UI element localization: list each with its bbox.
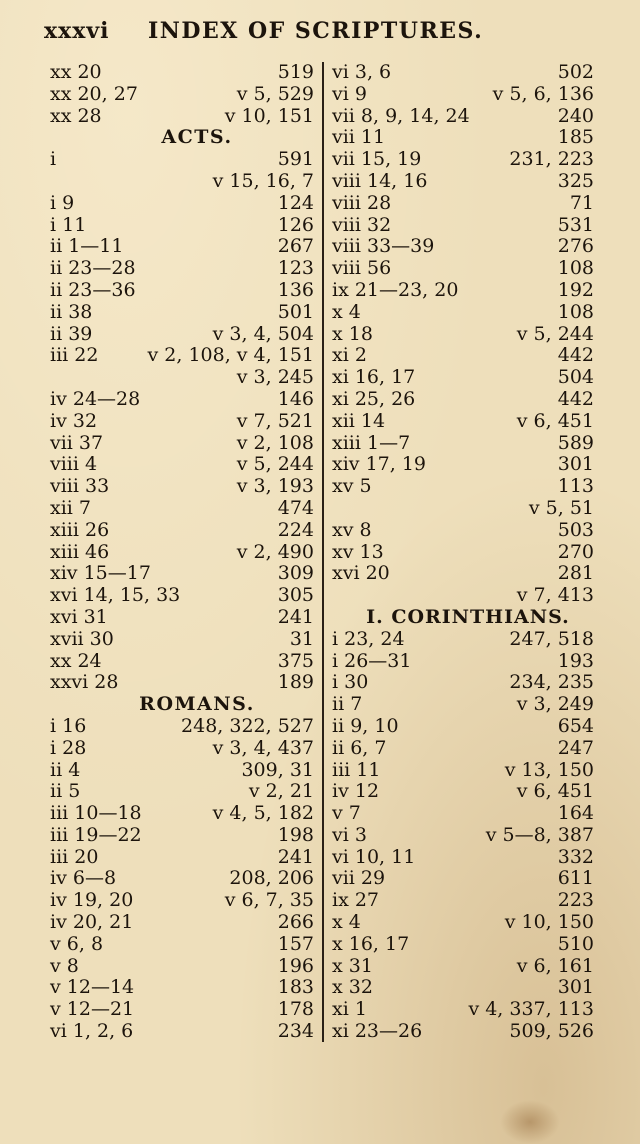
index-entry: [332, 498, 594, 520]
scripture-reference: xi 25, 26: [332, 387, 416, 410]
page-references: 196: [277, 954, 314, 977]
index-entry: [50, 934, 314, 956]
index-entry: [50, 1021, 314, 1043]
index-entry: [50, 825, 314, 847]
index-entry: [332, 345, 594, 367]
index-entry: [332, 585, 594, 607]
page-references: v 2, 490: [236, 540, 314, 563]
index-entry: [332, 324, 594, 346]
scripture-reference: xi 16, 17: [332, 366, 416, 389]
scripture-reference: x 4: [332, 911, 361, 934]
page-references: 241: [277, 605, 314, 628]
scripture-reference: xi 23—26: [332, 1020, 423, 1043]
index-entry: [50, 912, 314, 934]
index-entry: [50, 411, 314, 433]
index-entry: [332, 672, 594, 694]
page-references: 654: [557, 714, 594, 737]
scripture-reference: viii 56: [332, 257, 392, 280]
scripture-reference: iv 19, 20: [50, 889, 134, 912]
scripture-reference: i 30: [332, 671, 369, 694]
running-title: INDEX OF SCRIPTURES.: [148, 18, 484, 44]
scripture-reference: iii 19—22: [50, 823, 142, 846]
index-entry: [50, 890, 314, 912]
page-references: 189: [277, 671, 314, 694]
page-references: 301: [557, 453, 594, 476]
index-entry: [332, 127, 594, 149]
page-references: v 13, 150: [504, 758, 594, 781]
scripture-reference: ii 4: [50, 758, 81, 781]
index-entry: [50, 258, 314, 280]
scripture-reference: xx 28: [50, 104, 102, 127]
page-references: 146: [277, 387, 314, 410]
index-entry: [50, 498, 314, 520]
index-entry: [50, 280, 314, 302]
scripture-reference: i 11: [50, 213, 87, 236]
scripture-reference: i 26—31: [332, 649, 412, 672]
scripture-reference: iv 32: [50, 409, 98, 432]
page-references: 124: [277, 191, 314, 214]
scripture-reference: xx 24: [50, 649, 102, 672]
page-number: xxxvi: [44, 18, 110, 44]
page-references: v 3, 249: [516, 693, 594, 716]
index-entry: [50, 672, 314, 694]
page-references: v 2, 21: [248, 780, 314, 803]
scripture-reference: vi 3, 6: [332, 61, 392, 83]
index-entry: [332, 803, 594, 825]
page-references: 309, 31: [241, 758, 314, 781]
index-entry: [50, 629, 314, 651]
page-references: 108: [557, 257, 594, 280]
scripture-reference: xiv 17, 19: [332, 453, 426, 476]
scripture-reference: ii 1—11: [50, 235, 124, 258]
scripture-reference: xvi 20: [332, 562, 390, 585]
scripture-reference: ii 23—36: [50, 278, 136, 301]
scripture-reference: x 4: [332, 300, 361, 323]
index-entry: [50, 563, 314, 585]
index-entry: [50, 193, 314, 215]
page-references: 276: [557, 235, 594, 258]
index-entry: [50, 542, 314, 564]
index-entry: [332, 912, 594, 934]
page-references: 231, 223: [509, 148, 594, 171]
scripture-reference: x 16, 17: [332, 932, 410, 955]
index-entry: [332, 520, 594, 542]
page-references: v 2, 108, v 4, 151: [147, 344, 314, 367]
page-references: 108: [557, 300, 594, 323]
scripture-reference: iii 10—18: [50, 802, 142, 825]
page-references: 31: [289, 627, 314, 650]
page-references: v 6, 161: [516, 954, 594, 977]
scripture-reference: xvii 30: [50, 627, 114, 650]
page-references: 591: [277, 148, 314, 171]
index-entry: [332, 84, 594, 106]
scripture-reference: v 7: [332, 802, 361, 825]
page-references: 240: [557, 104, 594, 127]
page-references: 503: [557, 518, 594, 541]
scripture-reference: i 16: [50, 714, 87, 737]
page-references: v 3, 245: [236, 366, 314, 389]
page-references: 501: [277, 300, 314, 323]
page-references: 332: [557, 845, 594, 868]
index-entry: [50, 520, 314, 542]
index-entry: [50, 585, 314, 607]
page-references: 164: [557, 802, 594, 825]
scripture-reference: xvi 14, 15, 33: [50, 584, 181, 607]
index-entry: [50, 215, 314, 237]
page-references: v 7, 413: [516, 584, 594, 607]
index-entry: [332, 236, 594, 258]
page-references: 136: [277, 278, 314, 301]
column-divider: [322, 62, 324, 1042]
scripture-reference: vii 15, 19: [332, 148, 422, 171]
page-references: 224: [277, 518, 314, 541]
index-entry: [332, 258, 594, 280]
scripture-reference: viii 33: [50, 475, 110, 498]
scripture-reference: iv 12: [332, 780, 380, 803]
index-entry: [332, 171, 594, 193]
scripture-reference: xi 1: [332, 998, 367, 1021]
page-references: 241: [277, 845, 314, 868]
page-references: 504: [557, 366, 594, 389]
scripture-reference: xi 2: [332, 344, 367, 367]
scripture-reference: i 9: [50, 191, 75, 214]
index-entry: [50, 651, 314, 673]
scripture-reference: ii 7: [332, 693, 363, 716]
page-references: 157: [277, 932, 314, 955]
scripture-reference: v 6, 8: [50, 932, 104, 955]
page-references: 123: [277, 257, 314, 280]
scripture-reference: vi 1, 2, 6: [50, 1020, 134, 1043]
page-references: v 4, 337, 113: [468, 998, 594, 1021]
page-references: v 6, 7, 35: [224, 889, 314, 912]
scripture-reference: xx 20, 27: [50, 82, 138, 105]
index-entry: [332, 629, 594, 651]
scripture-reference: xv 5: [332, 475, 372, 498]
scripture-reference: ix 27: [332, 889, 380, 912]
page-references: 193: [557, 649, 594, 672]
scripture-reference: xvi 31: [50, 605, 108, 628]
page-references: 281: [557, 562, 594, 585]
page-references: v 4, 5, 182: [212, 802, 314, 825]
page-references: v 3, 4, 437: [212, 736, 314, 759]
scripture-reference: xii 7: [50, 496, 91, 519]
scripture-reference: viii 14, 16: [332, 169, 428, 192]
index-entry: [332, 934, 594, 956]
scripture-reference: ii 39: [50, 322, 93, 345]
scripture-reference: viii 4: [50, 453, 98, 476]
index-entry: [50, 389, 314, 411]
scripture-reference: i 28: [50, 736, 87, 759]
index-entry: [50, 999, 314, 1021]
scripture-reference: vi 10, 11: [332, 845, 416, 868]
page-references: 474: [277, 496, 314, 519]
book-heading: ACTS.: [161, 126, 233, 149]
scripture-reference: v 12—14: [50, 976, 135, 999]
index-entry: [332, 454, 594, 476]
page-references: 510: [557, 932, 594, 955]
index-entry: [332, 563, 594, 585]
index-entry: [50, 781, 314, 803]
page-references: v 2, 108: [236, 431, 314, 454]
page-references: 113: [557, 475, 594, 498]
page-references: 267: [277, 235, 314, 258]
page-references: v 5, 51: [528, 496, 594, 519]
left-column: [50, 62, 314, 1043]
page-references: v 5, 244: [236, 453, 314, 476]
index-entry: [332, 280, 594, 302]
scripture-reference: v 12—21: [50, 998, 135, 1021]
page-references: 266: [277, 911, 314, 934]
page-references: 234, 235: [509, 671, 594, 694]
index-entry: [332, 215, 594, 237]
index-entry: [50, 62, 314, 84]
page-references: 611: [557, 867, 594, 890]
scripture-reference: xiii 46: [50, 540, 110, 563]
paper-stain: [500, 1100, 560, 1144]
scripture-reference: vi 3: [332, 823, 367, 846]
page-references: 185: [557, 126, 594, 149]
book-heading: I. CORINTHIANS.: [366, 605, 570, 628]
index-entry: [332, 847, 594, 869]
page-references: v 6, 451: [516, 780, 594, 803]
index-entry: [50, 868, 314, 890]
scripture-reference: ii 9, 10: [332, 714, 399, 737]
index-entry: [332, 825, 594, 847]
index-entry: [332, 433, 594, 455]
index-entry: [332, 106, 594, 128]
page-references: 442: [557, 344, 594, 367]
page-references: 305: [277, 584, 314, 607]
page-references: 208, 206: [229, 867, 314, 890]
page-references: 531: [557, 213, 594, 236]
scripture-reference: iii 11: [332, 758, 381, 781]
index-entry: [50, 324, 314, 346]
page-header: [44, 16, 484, 50]
scripture-reference: vii 37: [50, 431, 104, 454]
index-entry: [50, 760, 314, 782]
page-references: 126: [277, 213, 314, 236]
index-entry: [332, 149, 594, 171]
scripture-reference: iv 24—28: [50, 387, 141, 410]
index-entry: [50, 977, 314, 999]
scripture-reference: ii 38: [50, 300, 93, 323]
page-references: 198: [277, 823, 314, 846]
scripture-reference: ix 21—23, 20: [332, 278, 459, 301]
scripture-reference: v 8: [50, 954, 79, 977]
scripture-reference: x 32: [332, 976, 373, 999]
scripture-reference: iii 20: [50, 845, 99, 868]
scripture-reference: vii 8, 9, 14, 24: [332, 104, 470, 127]
index-entry: [50, 476, 314, 498]
page-references: v 5, 529: [236, 82, 314, 105]
scripture-reference: xv 13: [332, 540, 384, 563]
index-entry: [50, 345, 314, 367]
page-references: 183: [277, 976, 314, 999]
index-entry: [332, 62, 594, 84]
index-entry: [50, 367, 314, 389]
index-entry: [50, 847, 314, 869]
page-references: v 5—8, 387: [485, 823, 594, 846]
right-column: [332, 62, 594, 1043]
index-entry: [332, 760, 594, 782]
scripture-reference: viii 33—39: [332, 235, 435, 258]
scripture-reference: viii 32: [332, 213, 392, 236]
scripture-reference: vii 29: [332, 867, 386, 890]
scripture-reference: x 18: [332, 322, 373, 345]
page-references: 442: [557, 387, 594, 410]
book-heading: ROMANS.: [139, 693, 255, 716]
page-references: 223: [557, 889, 594, 912]
index-entry: [50, 716, 314, 738]
index-entry: [332, 193, 594, 215]
scripture-reference: iii 22: [50, 344, 99, 367]
index-entry: [332, 694, 594, 716]
index-entry: [50, 236, 314, 258]
index-entry: [332, 651, 594, 673]
page-references: v 6, 451: [516, 409, 594, 432]
index-entry: [50, 738, 314, 760]
scripture-reference: iv 6—8: [50, 867, 117, 890]
index-entry: [50, 607, 314, 629]
index-entry: [50, 803, 314, 825]
index-entry: [332, 977, 594, 999]
index-entry: [50, 84, 314, 106]
index-entry: [332, 389, 594, 411]
page-references: v 7, 521: [236, 409, 314, 432]
index-entry: [50, 106, 314, 128]
page-references: v 10, 151: [224, 104, 314, 127]
scripture-reference: xii 14: [332, 409, 386, 432]
index-entry: [332, 999, 594, 1021]
page-references: 589: [557, 431, 594, 454]
scripture-reference: viii 28: [332, 191, 392, 214]
index-entry: [332, 956, 594, 978]
page-references: 192: [557, 278, 594, 301]
page-references: v 5, 6, 136: [492, 82, 594, 105]
scripture-reference: i 23, 24: [332, 627, 405, 650]
index-entry: [332, 716, 594, 738]
page-references: 248, 322, 527: [181, 714, 314, 737]
scripture-reference: ii 5: [50, 780, 81, 803]
index-entry: [50, 433, 314, 455]
scripture-reference: xxvi 28: [50, 671, 119, 694]
index-entry: [50, 171, 314, 193]
page-references: 234: [277, 1020, 314, 1043]
scripture-reference: x 31: [332, 954, 373, 977]
index-entry: [332, 411, 594, 433]
index-entry: [332, 868, 594, 890]
page-references: 301: [557, 976, 594, 999]
scripture-reference: xiii 1—7: [332, 431, 411, 454]
page-references: 247: [557, 736, 594, 759]
page-references: 509, 526: [509, 1020, 594, 1043]
scripture-reference: vi 9: [332, 82, 367, 105]
scripture-reference: i: [50, 148, 57, 171]
page-references: 71: [569, 191, 594, 214]
page-references: 178: [277, 998, 314, 1021]
index-entry: [50, 454, 314, 476]
index-entry: [332, 367, 594, 389]
page-references: 270: [557, 540, 594, 563]
index-entry: [332, 1021, 594, 1043]
scripture-reference: iv 20, 21: [50, 911, 134, 934]
index-entry: [332, 476, 594, 498]
page-references: 247, 518: [509, 627, 594, 650]
scripture-reference: vii 11: [332, 126, 386, 149]
page-references: 519: [277, 61, 314, 83]
index-entry: [50, 956, 314, 978]
index-entry: [332, 781, 594, 803]
scripture-reference: xiii 26: [50, 518, 110, 541]
page-references: v 3, 4, 504: [212, 322, 314, 345]
index-entry: [50, 302, 314, 324]
page-references: v 5, 244: [516, 322, 594, 345]
page-references: v 3, 193: [236, 475, 314, 498]
page-references: 502: [557, 61, 594, 83]
index-entry: [332, 738, 594, 760]
index-entry: [332, 542, 594, 564]
scripture-reference: ii 23—28: [50, 257, 136, 280]
scripture-reference: xiv 15—17: [50, 562, 151, 585]
page-references: v 10, 150: [504, 911, 594, 934]
index-entry: [50, 149, 314, 171]
scripture-reference: ii 6, 7: [332, 736, 387, 759]
index-entry: [332, 890, 594, 912]
page-references: 375: [277, 649, 314, 672]
page-references: 325: [557, 169, 594, 192]
scripture-reference: xv 8: [332, 518, 372, 541]
scripture-reference: xx 20: [50, 61, 102, 83]
page-references: v 15, 16, 7: [212, 169, 314, 192]
index-entry: [332, 302, 594, 324]
page-references: 309: [277, 562, 314, 585]
